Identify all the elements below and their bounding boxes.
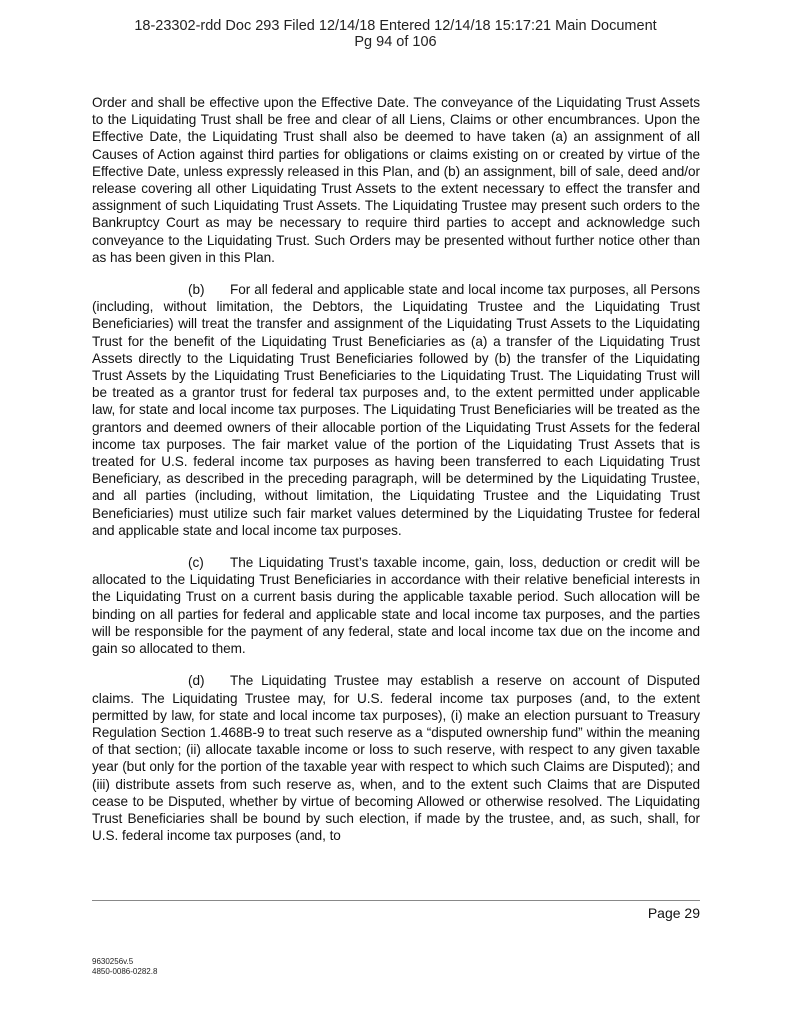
footer-divider [92,900,700,901]
document-body [92,94,700,859]
paragraph-d [92,672,700,844]
doc-id-primary: 9630256v.5 [92,957,134,966]
paragraph-text: Order and shall be effective upon the Effective Date. The conveyance of the Liquidating Trust Assets to the Liquidating Trust shall be free and clear of all Liens, Claims or other encumbrances. Upon the Effective Date, the Liquidating Trust shall also be deemed to have taken (a) an assignment of all Causes of Action against third parties for obligations or claims existing on or created by virtue of the Effective Date, unless expressly released in this Plan, and (b) an assignment, bill of sale, deed and/or release covering all other Liquidating Trust Assets to the extent necessary to effect the transfer and assignment of such Liquidating Trust Assets. The Liquidating Trustee may present such orders to the Bankruptcy Court as may be necessary to require third parties to accept and acknowledge such conveyance to the Liquidating Trust. Such Orders may be presented without further notice other than as has been given in this Plan. [92,95,700,265]
paragraph-label: (c) [188,555,204,571]
paragraph-label: (b) [188,282,205,298]
paragraph-b [92,281,700,539]
doc-id-secondary: 4850-0086-0282.8 [92,967,158,976]
paragraph-text: The Liquidating Trustee may establish a reserve on account of Disputed claims. The Liquidating Trustee may, for U.S. federal income tax purposes (and, to the extent permitted by law, for state and local income tax purposes), (i) make an election pursuant to Treasury Regulation Section 1.468B-9 to treat such reserve as a “disputed ownership fund” within the meaning of that section; (ii) allocate taxable income or loss to such reserve, with respect to any given taxable year (but only for the portion of the taxable year with respect to which such Claims are Disputed); and (iii) distribute assets from such reserve as, when, and to the extent such Claims that are Disputed cease to be Disputed, whether by virtue of becoming Allowed or otherwise resolved. The Liquidating Trust Beneficiaries shall be bound by such election, if made by the trustee, and, as such, shall, for U.S. federal income tax purposes (and, to [92,673,700,844]
document-header [0,18,791,50]
paragraph-text: The Liquidating Trust’s taxable income, gain, loss, deduction or credit will be allocated to the Liquidating Trust Beneficiaries in accordance with their relative beneficial interests in the Liquidating Trust on a current basis during the applicable taxable period. Such allocation will be binding on all parties for federal and applicable state and local income tax purposes, and the parties will be responsible for the payment of any federal, state and local income tax due on the income and gain so allocated to them. [92,555,700,657]
paragraph-c [92,554,700,657]
page-of-total: Pg 94 of 106 [354,34,437,50]
paragraph-continuation [92,94,700,266]
paragraph-label: (d) [188,673,205,689]
case-filing-info: 18-23302-rdd Doc 293 Filed 12/14/18 Entered 12/14/18 15:17:21 Main Document [134,18,657,34]
document-ids [92,957,157,977]
paragraph-text: For all federal and applicable state and local income tax purposes, all Persons (including, without limitation, the Debtors, the Liquidating Trustee and the Liquidating Trust Beneficiaries) will treat the transfer and assignment of the Liquidating Trust Assets to the Liquidating Trust for the benefit of the Liquidating Trust Beneficiaries as (a) a transfer of the Liquidating Trust Assets directly to the Liquidating Trust Beneficiaries followed by (b) the transfer of the Liquidating Trust Assets by the Liquidating Trust Beneficiaries to the Liquidating Trust. The Liquidating Trust will be treated as a grantor trust for federal tax purposes and, to the extent permitted under applicable law, for state and local income tax purposes. The Liquidating Trust Beneficiaries will be treated as the grantors and deemed owners of their allocable portion of the Liquidating Trust Assets for the federal income tax purposes. The fair market value of the portion of the Liquidating Trust Assets that is treated for U.S. federal income tax purposes as having been transferred to each Liquidating Trust Beneficiary, as described in the preceding paragraph, will be determined by the Liquidating Trustee, and all parties (including, without limitation, the Liquidating Trustee and the Liquidating Trust Beneficiaries) must utilize such fair market values determined by the Liquidating Trustee for federal and applicable state and local income tax purposes. [92,282,700,538]
page-number: Page 29 [647,905,700,921]
